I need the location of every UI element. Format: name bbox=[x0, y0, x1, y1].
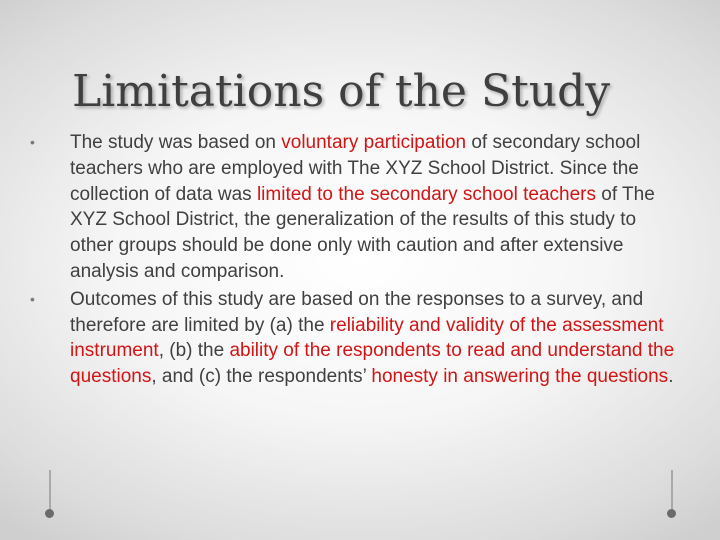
slide-title: Limitations of the Study bbox=[72, 66, 611, 117]
highlighted-phrase: reliability and validity of the assessment instrument bbox=[70, 314, 664, 362]
bullet-text-segment: The study was based on bbox=[70, 132, 282, 153]
highlighted-phrase: honesty in answering the questions bbox=[371, 366, 669, 388]
decorative-line-left bbox=[49, 470, 51, 510]
highlighted-phrase: ability of the respondents to read and understand the questions bbox=[70, 340, 675, 388]
bullet-text-segment: , and (c) the respondents’ bbox=[151, 366, 372, 388]
bullet-text-segment: of secondary school teachers who are employed with The XYZ School District. Since the collection of data was bbox=[70, 132, 641, 205]
bullet-text-segment: , (b) the bbox=[158, 340, 230, 362]
decorative-dot-right bbox=[667, 509, 676, 518]
highlighted-phrase: voluntary participation bbox=[281, 132, 467, 153]
bullet-item bbox=[30, 287, 680, 390]
decorative-dot-left bbox=[45, 509, 54, 518]
bullet-item bbox=[30, 130, 680, 285]
bullet-list bbox=[30, 130, 680, 392]
highlighted-phrase: limited to the secondary school teachers bbox=[256, 183, 596, 205]
bullet-marker: • bbox=[30, 134, 35, 150]
bullet-text-segment: of The XYZ School District, the generalization of the results of this study to other groups should be done only with caution and after extensive analysis and comparison. bbox=[70, 183, 655, 282]
decorative-line-right bbox=[671, 470, 673, 510]
bullet-text-segment: . bbox=[668, 366, 674, 388]
bullet-marker: • bbox=[30, 290, 35, 307]
bullet-text-segment: Outcomes of this study are based on the responses to a survey, and therefore are limited by (a) the bbox=[70, 288, 644, 336]
